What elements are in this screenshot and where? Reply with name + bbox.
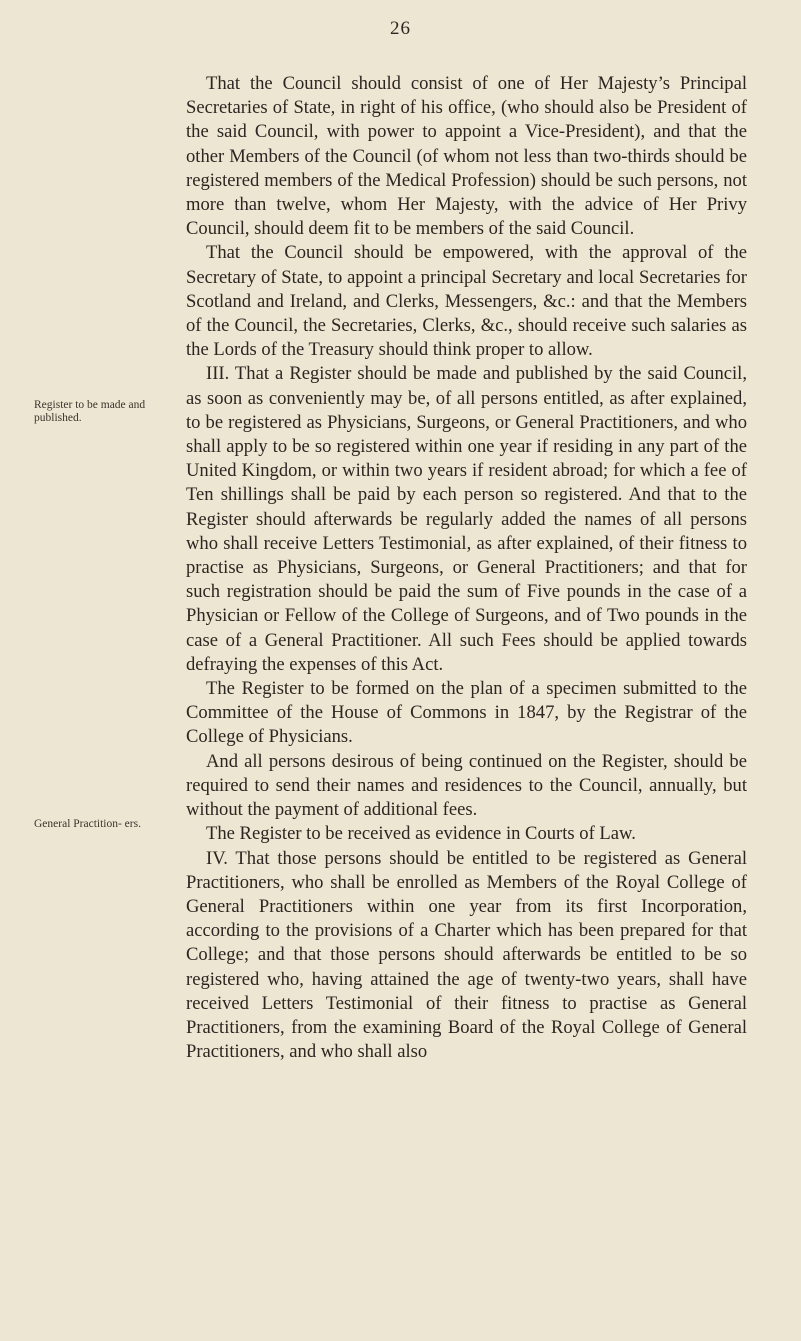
paragraph-register-plan: The Register to be formed on the plan of a specimen submitted to the Committee of the House of Commons in 1847, by the Registrar of the College of Physicians. (186, 678, 747, 748)
paragraph-register: III. That a Register should be made and published by the said Council, as soon as conveniently may be, of all persons entitled, as after explained, to be registered as Physicians, Surgeons, or General Practitioners, and who shall apply to be so registered within one year if residing in any part of the United Kingdom, or within two years if resident abroad; for which a fee of Ten shillings shall be paid by each person so registered. And that to the Register should afterwards be regularly added the names of all persons who shall receive Letters Testimonial, as after explained, of their fitness to practise as Physicians, Surgeons, or General Practitioners; and that for such registration should be paid the sum of Five pounds in the case of a Physician or Fellow of the College of Surgeons, and of Two pounds in the case of a General Practitioner. All such Fees should be applied towards defraying the expenses of this Act. (186, 363, 747, 675)
paragraph-register-continuation: And all persons desirous of being continued on the Register, should be required to send their names and residences to the Council, annually, but without the payment of additional fees. (186, 750, 747, 821)
body-text (186, 72, 747, 1064)
paragraph-general-practitioners: IV. That those persons should be entitled to be registered as General Practitioners, who shall be enrolled as Members of the Royal College of General Practitioners within one year from its first Incorporation, according to the provisions of a Charter which has been prepared for that College; and that those persons should afterwards be entitled to be so registered who, having attained the age of twenty-two years, shall have received Letters Testimonial of their fitness to practise as General Practitioners, from the examining Board of the Royal College of General Practitioners, and who shall also (186, 847, 747, 1063)
paragraph-council-secretaries: That the Council should be empowered, with the approval of the Secretary of State, to appoint a principal Secretary and local Secretaries for Scotland and Ireland, and Clerks, Messengers, &c.: and that the Members of the Council, the Secretaries, Clerks, &c., should receive such salaries as the Lords of the Treasury should think proper to allow. (186, 242, 747, 361)
paragraph-register-evidence: The Register to be received as evidence in Courts of Law. (206, 823, 636, 845)
margin-note-general-practitioners: General Practition- ers. (34, 818, 141, 830)
paragraph-council-composition: That the Council should consist of one of Her Majesty’s Principal Secretaries of State, in right of his office, (who should also be President of the said Council, with power to appoint a Vice-President), and that the other Members of the Council (of whom not less than two-thirds should be registered members of the Medical Profession) should be such persons, not more than twelve, whom Her Majesty, with the advice of Her Privy Council, should deem fit to be members of the said Council. (186, 73, 747, 240)
margin-note-register: Register to be made and published. (34, 399, 146, 424)
page-number: 26 (390, 18, 411, 39)
